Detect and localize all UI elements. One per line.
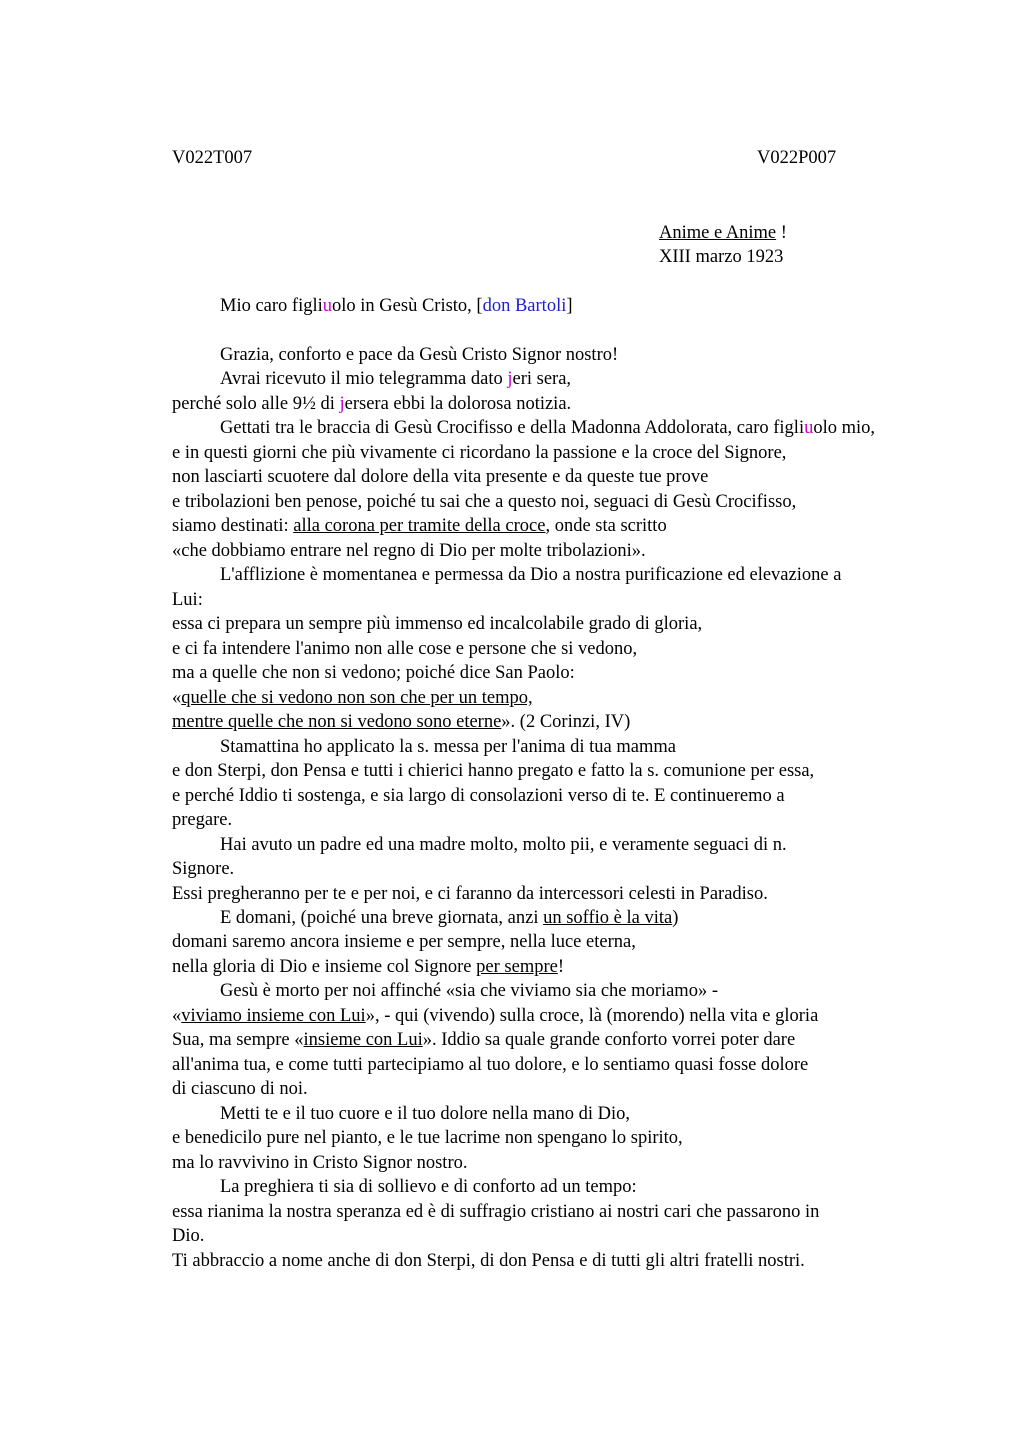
title-underlined: Anime e Anime: [659, 223, 777, 243]
salutation: Mio caro figliuolo in Gesù Cristo, [don Bartoli]: [220, 296, 573, 316]
recipient-name: don Bartoli: [482, 296, 567, 316]
body-line: Essi pregheranno per te e per noi, e ci faranno da intercessori celesti in Paradiso.: [172, 884, 768, 904]
body-line: e ci fa intendere l'animo non alle cose e persone che si vedono,: [172, 639, 638, 659]
body-line: Stamattina ho applicato la s. messa per l'anima di tua mamma: [220, 737, 676, 757]
body-line: «viviamo insieme con Lui», - qui (vivendo) sulla croce, là (morendo) nella vita e gloria: [172, 1006, 819, 1026]
body-line: Hai avuto un padre ed una madre molto, molto pii, e veramente seguaci di n.: [220, 835, 787, 855]
body-line: nella gloria di Dio e insieme col Signore per sempre!: [172, 957, 564, 977]
body-line: domani saremo ancora insieme e per sempre, nella luce eterna,: [172, 932, 636, 952]
body-line: Gettati tra le braccia di Gesù Crocifisso e della Madonna Addolorata, caro figliuolo mio,: [220, 418, 876, 438]
body-line: Lui:: [172, 590, 203, 610]
body-line: Dio.: [172, 1226, 205, 1246]
title-mark: !: [776, 223, 787, 243]
body-line: all'anima tua, e come tutti partecipiamo al tuo dolore, e lo sentiamo quasi fosse dolore: [172, 1055, 809, 1075]
letter-title: [659, 221, 787, 245]
body-line: e tribolazioni ben penose, poiché tu sai che a questo noi, seguaci di Gesù Crocifisso,: [172, 492, 797, 512]
body-line: e benedicilo pure nel pianto, e le tue lacrime non spengano lo spirito,: [172, 1128, 683, 1148]
body-line: L'afflizione è momentanea e permessa da Dio a nostra purificazione ed elevazione a: [220, 565, 842, 585]
body-line: E domani, (poiché una breve giornata, anzi un soffio è la vita): [220, 908, 679, 928]
body-line: Gesù è morto per noi affinché «sia che viviamo sia che moriamo» -: [220, 981, 718, 1001]
body-line: pregare.: [172, 810, 233, 830]
body-line: Metti te e il tuo cuore e il tuo dolore nella mano di Dio,: [220, 1104, 630, 1124]
letter-date: XIII marzo 1923: [659, 247, 784, 267]
body-line: di ciascuno di noi.: [172, 1079, 308, 1099]
body-line: ma a quelle che non si vedono; poiché dice San Paolo:: [172, 663, 575, 683]
body-line: mentre quelle che non si vedono sono eterne». (2 Corinzi, IV): [172, 712, 631, 732]
body-line: ma lo ravvivino in Cristo Signor nostro.: [172, 1153, 468, 1173]
body-line: «quelle che si vedono non son che per un tempo,: [172, 688, 533, 708]
body-line: e don Sterpi, don Pensa e tutti i chierici hanno pregato e fatto la s. comunione per essa,: [172, 761, 815, 781]
body-line: essa ci prepara un sempre più immenso ed incalcolabile grado di gloria,: [172, 614, 703, 634]
body-line: siamo destinati: alla corona per tramite della croce, onde sta scritto: [172, 516, 667, 536]
body-line: perché solo alle 9½ di jersera ebbi la dolorosa notizia.: [172, 394, 572, 414]
header-right-code: V022P007: [757, 148, 837, 168]
header-left-code: V022T007: [172, 148, 253, 168]
body-line: Signore.: [172, 859, 235, 879]
body-line: essa rianima la nostra speranza ed è di suffragio cristiano ai nostri cari che passarono in: [172, 1202, 820, 1222]
body-line: La preghiera ti sia di sollievo e di conforto ad un tempo:: [220, 1177, 637, 1197]
body-line: non lasciarti scuotere dal dolore della vita presente e da queste tue prove: [172, 467, 709, 487]
body-line: «che dobbiamo entrare nel regno di Dio per molte tribolazioni».: [172, 541, 646, 561]
body-line: e perché Iddio ti sostenga, e sia largo di consolazioni verso di te. E continueremo a: [172, 786, 785, 806]
body-line: Sua, ma sempre «insieme con Lui». Iddio sa quale grande conforto vorrei poter dare: [172, 1030, 796, 1050]
body-line: Avrai ricevuto il mio telegramma dato jeri sera,: [220, 369, 572, 389]
body-line: Ti abbraccio a nome anche di don Sterpi, di don Pensa e di tutti gli altri fratelli nostri.: [172, 1251, 805, 1271]
body-line: Grazia, conforto e pace da Gesù Cristo Signor nostro!: [220, 345, 619, 365]
body-line: e in questi giorni che più vivamente ci ricordano la passione e la croce del Signore,: [172, 443, 787, 463]
